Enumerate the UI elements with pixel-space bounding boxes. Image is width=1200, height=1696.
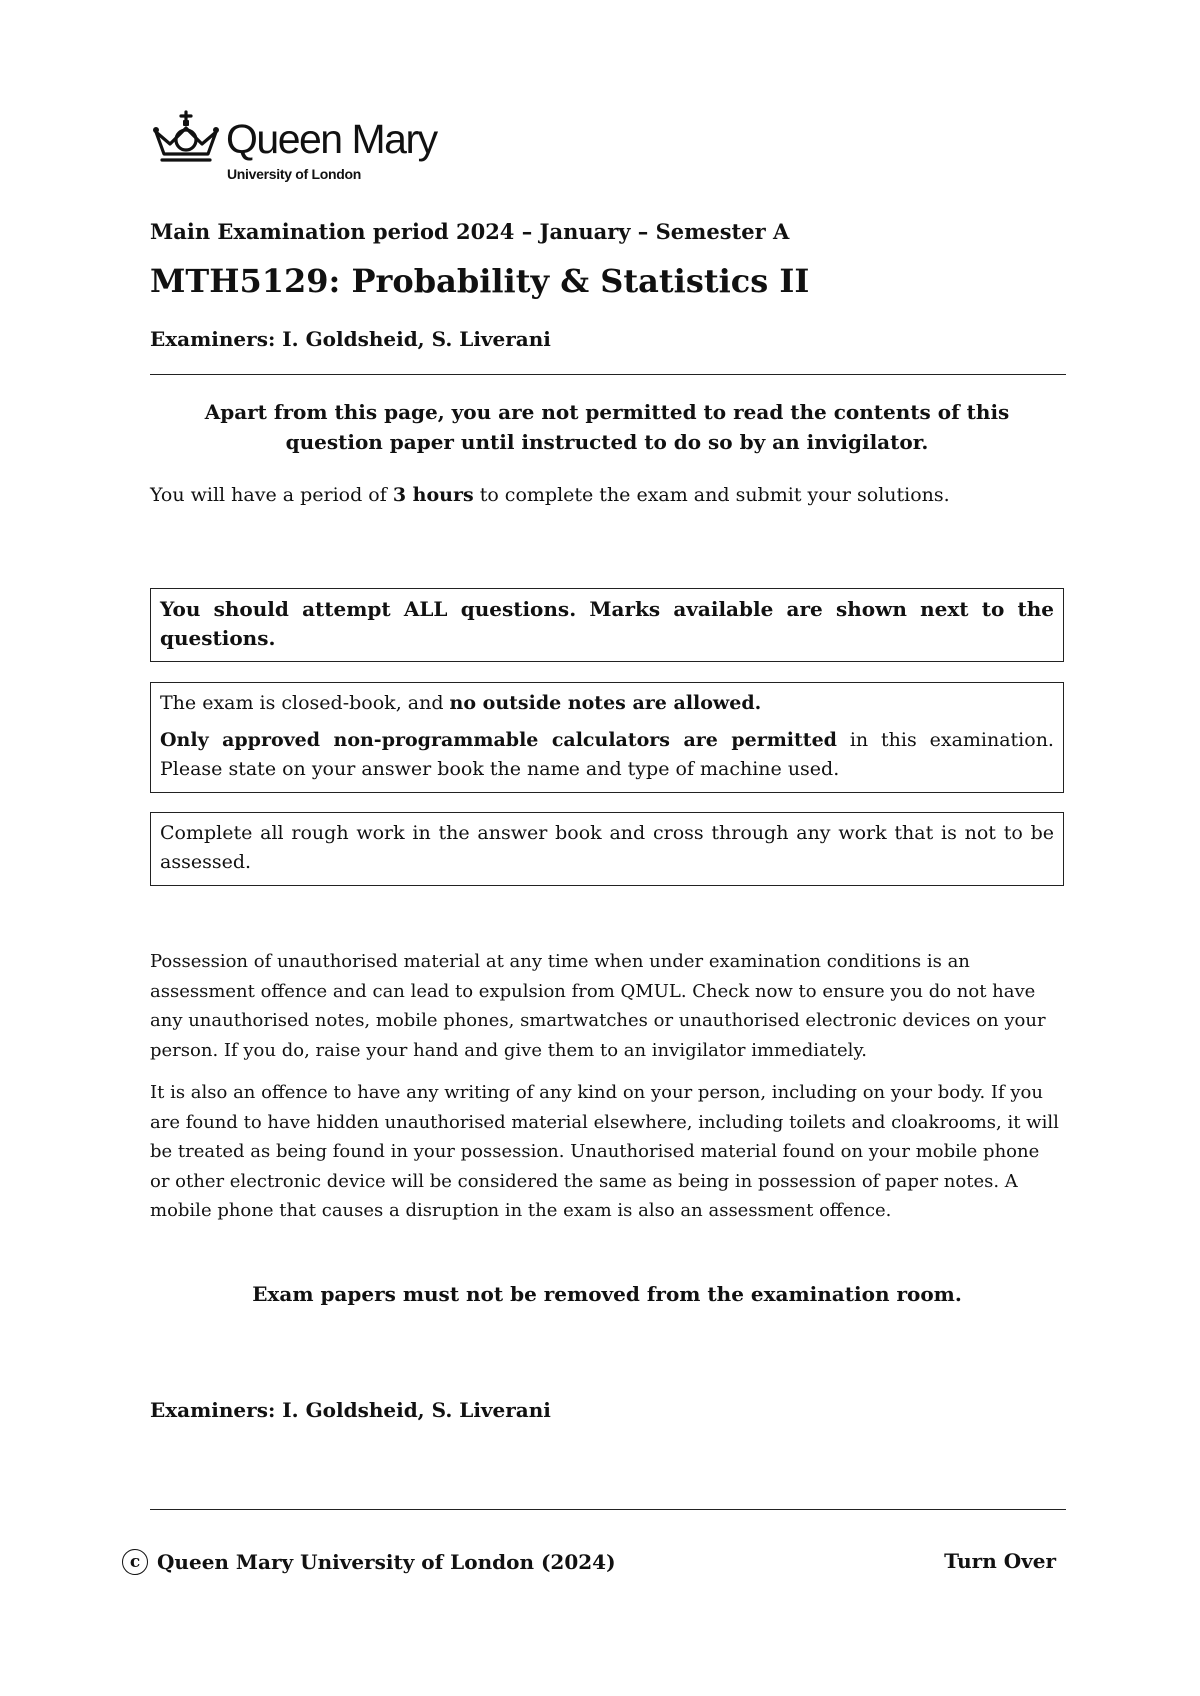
closed-book-rule <box>160 689 1054 718</box>
calculator-suffix: in this examination. Please state on your answer book the name and type of machine used. <box>160 729 1054 780</box>
copyright-text: Queen Mary University of London (2024) <box>157 1550 616 1574</box>
copyright-notice <box>122 1549 616 1575</box>
calculator-rule <box>160 726 1054 784</box>
removal-notice: Exam papers must not be removed from the examination room. <box>252 1282 962 1306</box>
crown-crest-icon <box>150 110 222 172</box>
turn-over-label: Turn Over <box>944 1549 1056 1573</box>
reading-notice-line-2: question paper until instructed to do so by an invigilator. <box>285 430 929 454</box>
page-title: MTH5129: Probability & Statistics II <box>150 262 810 300</box>
closed-book-emphasis: no outside notes are allowed. <box>449 692 762 714</box>
attempt-all-text: You should attempt ALL questions. Marks available are shown next to the questions. <box>160 597 1054 650</box>
unauthorised-material-paragraph: Possession of unauthorised material at any time when under examination conditions is an assessment offence and can lead to expulsion from QMUL. Check now to ensure you do not have any unauthorised notes, mobile phones, smartwatches or unauthorised electronic devices on your person. If you do, raise your hand and give them to an invigilator immediately. <box>150 951 1046 1061</box>
duration-hours: 3 hours <box>392 484 474 506</box>
copyright-icon: c <box>122 1549 148 1575</box>
reading-notice-line-1: Apart from this page, you are not permitted to read the contents of this <box>204 400 1010 424</box>
university-logo <box>150 110 437 186</box>
duration-prefix: You will have a period of <box>150 484 393 506</box>
logo-subtitle: University of London <box>227 166 362 182</box>
examiners-footer: Examiners: I. Goldsheid, S. Liverani <box>150 1398 551 1422</box>
exam-duration <box>150 484 1064 506</box>
offence-paragraph: It is also an offence to have any writing of any kind on your person, including on your body. If you are found to have hidden unauthorised material elsewhere, including toilets and cloakrooms, it will be treated as being found in your possession. Unauthorised material found on your mobile phone or other electronic device will be considered the same as being in possession of paper notes. A mobile phone that causes a disruption in the exam is also an assessment offence. <box>150 1082 1059 1221</box>
rough-work-box <box>150 812 1064 886</box>
reading-notice <box>150 397 1064 457</box>
logo-wordmark: Queen Mary <box>226 116 437 162</box>
bottom-divider <box>150 1509 1066 1510</box>
top-divider <box>150 374 1066 375</box>
attempt-all-box <box>150 588 1064 662</box>
duration-suffix: to complete the exam and submit your solutions. <box>473 484 950 506</box>
rough-work-text: Complete all rough work in the answer book and cross through any work that is not to be assessed. <box>160 822 1054 873</box>
closed-book-prefix: The exam is closed-book, and <box>160 692 450 714</box>
exam-period: Main Examination period 2024 – January – Semester A <box>150 219 790 244</box>
examiners-header: Examiners: I. Goldsheid, S. Liverani <box>150 327 551 351</box>
calculator-emphasis: Only approved non-programmable calculators are permitted <box>160 729 837 751</box>
rules-box <box>150 682 1064 793</box>
